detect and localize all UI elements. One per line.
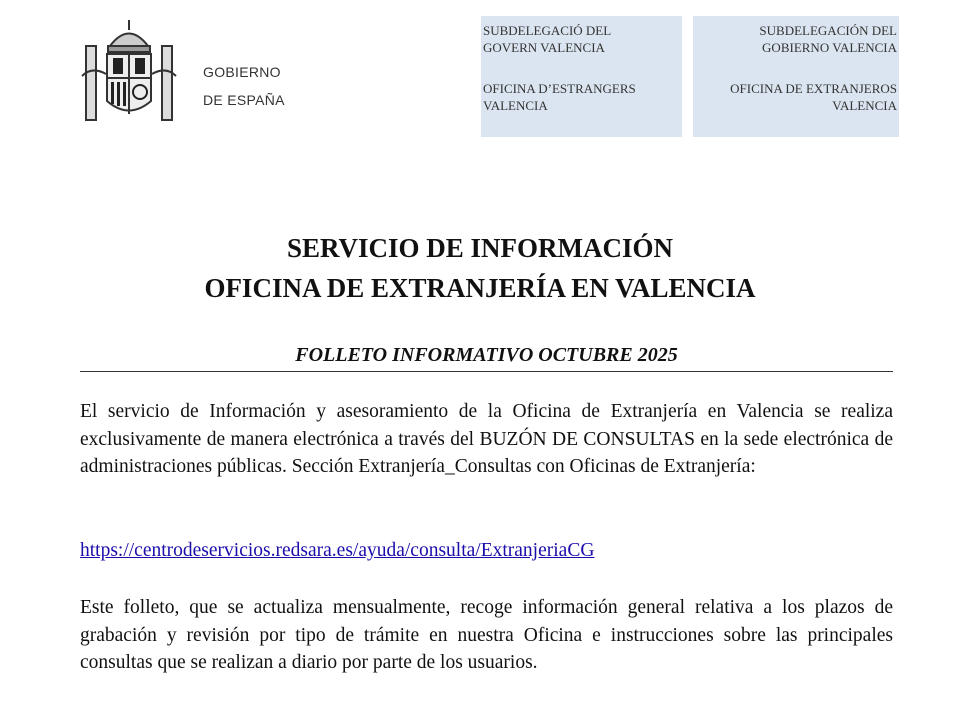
header-box-castellano <box>693 16 899 137</box>
box-va-line1: SUBDELEGACIÓ DEL <box>483 23 612 38</box>
title-line2: OFICINA DE EXTRANJERÍA EN VALENCIA <box>204 273 756 303</box>
box-es-line4: VALENCIA <box>832 98 897 113</box>
box-es-line1: SUBDELEGACIÓN DEL <box>759 23 897 38</box>
header-box-valenciano <box>481 16 682 137</box>
box-es-line2: GOBIERNO VALENCIA <box>762 40 897 55</box>
logo-text-line2: DE ESPAÑA <box>203 92 285 108</box>
coat-of-arms-logo <box>80 16 178 124</box>
consultas-link[interactable]: https://centrodeservicios.redsara.es/ayuda/consulta/ExtranjeriaCG <box>80 540 595 561</box>
folleto-paragraph: Este folleto, que se actualiza mensualmente, recoge información general relativa a los plazos de grabación y revisión por tipo de trámite en nuestra Oficina e instrucciones sobre las principales consultas que se realizan a diario por parte de los usuarios. <box>80 597 893 673</box>
logo-text-line1: GOBIERNO <box>203 64 281 80</box>
intro-paragraph: El servicio de Información y asesoramiento de la Oficina de Extranjería en Valencia se realiza exclusivamente de manera electrónica a través del BUZÓN DE CONSULTAS en la sede electrónica de administraciones públicas. Sección Extranjería_Consultas con Oficinas de Extranjería: <box>80 401 893 477</box>
box-va-line2: GOVERN VALENCIA <box>483 40 605 55</box>
title-line1: SERVICIO DE INFORMACIÓN <box>286 233 674 263</box>
subtitle: FOLLETO INFORMATIVO OCTUBRE 2025 <box>80 344 893 372</box>
box-va-line4: VALENCIA <box>483 98 548 113</box>
box-va-line3: OFICINA D’ESTRANGERS <box>483 81 636 96</box>
box-es-line3: OFICINA DE EXTRANJEROS <box>730 81 897 96</box>
